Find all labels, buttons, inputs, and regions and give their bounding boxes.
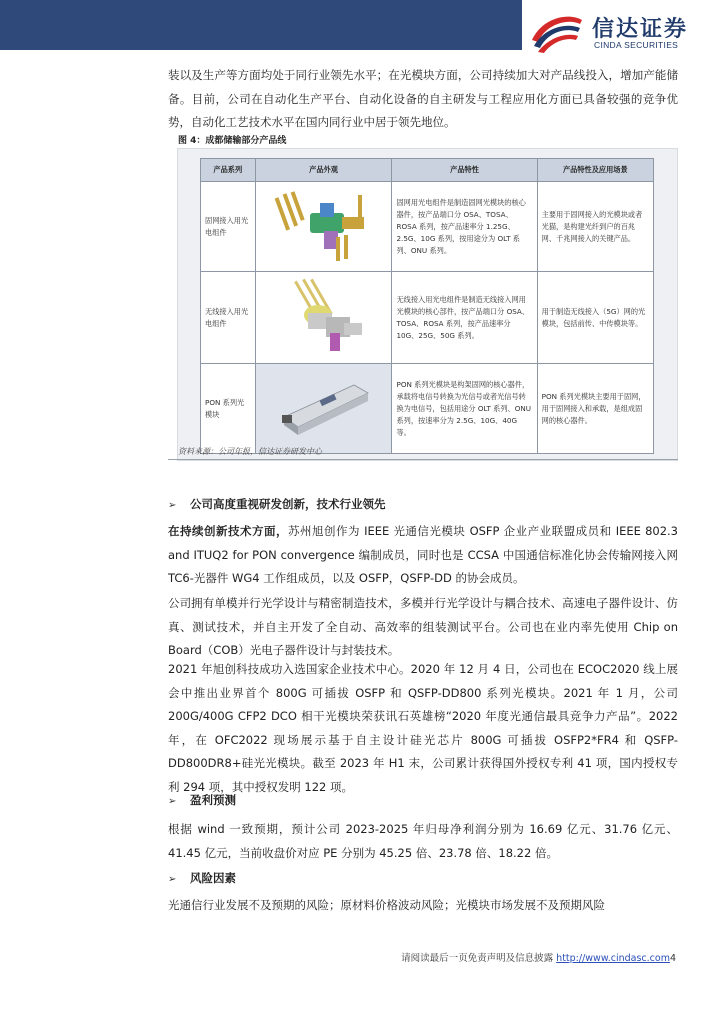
arrow-bullet-icon: ➢ bbox=[168, 796, 177, 807]
source-divider bbox=[168, 459, 678, 460]
rd-body-text: 苏州旭创作为 IEEE 光通信光模块 OSFP 企业产业联盟成员和 IEEE 802.3 and ITUQ2 for PON convergence 编制成员，同时也是 CCSA 中国通信标准化协会传输网接入网 TC6-光器件 WG4 工作组成员，以及 OSFP，QSFP-DD 的协会成员。 bbox=[168, 524, 678, 585]
column-header: 产品特性及应用场景 bbox=[537, 159, 653, 182]
cinda-logo-icon bbox=[528, 10, 586, 54]
logo-english-name: CINDA SECURITIES bbox=[594, 40, 679, 50]
product-series: 无线接入用光电组件 bbox=[201, 272, 256, 364]
intro-block bbox=[168, 64, 678, 135]
rd-paragraph-2-block bbox=[168, 592, 678, 663]
column-header: 产品外观 bbox=[255, 159, 392, 182]
table-row bbox=[201, 272, 654, 364]
column-header: 产品特性 bbox=[392, 159, 537, 182]
wireless-component-icon bbox=[264, 273, 384, 359]
pon-transceiver-icon bbox=[264, 367, 384, 447]
product-features: 无线接入用光电组件是制造无线接入网用光模块的核心部件，按产品端口分 OSA、TOSA、ROSA 系列，按产品速率分 10G、25G、50G 系列。 bbox=[392, 272, 537, 364]
forecast-block bbox=[168, 818, 678, 865]
risk-block bbox=[168, 894, 678, 918]
section-heading-forecast bbox=[168, 792, 236, 808]
rd-paragraph-1 bbox=[168, 520, 678, 591]
forecast-paragraph: 根据 wind 一致预期，预计公司 2023-2025 年归母净利润分别为 16.69 亿元、31.76 亿元、41.45 亿元，当前收盘价对应 PE 分别为 45.25 倍、23.78 倍、18.22 倍。 bbox=[168, 822, 678, 860]
risk-paragraph: 光通信行业发展不及预期的风险；原材料价格波动风险；光模块市场发展不及预期风险 bbox=[168, 898, 605, 912]
product-image-cell bbox=[255, 272, 392, 364]
logo-chinese-name: 信达证券 bbox=[592, 17, 689, 42]
section-title: 盈利预测 bbox=[190, 793, 236, 807]
table-row bbox=[201, 364, 654, 454]
section-title: 公司高度重视研发创新，技术行业领先 bbox=[190, 497, 386, 511]
footer-disclaimer: 请阅读最后一页免责声明及信息披露 bbox=[401, 953, 554, 964]
figure-source: 资料来源：公司年报，信达证券研发中心 bbox=[178, 447, 322, 456]
company-logo bbox=[528, 10, 718, 54]
section-title: 风险因素 bbox=[190, 871, 236, 885]
section-heading-rd bbox=[168, 496, 386, 512]
rd-paragraph-3-block bbox=[168, 658, 678, 799]
page-footer bbox=[401, 950, 676, 964]
rd-lead-text: 在持续创新技术方面， bbox=[168, 524, 288, 538]
product-features: 固网用光电组件是制造固网光模块的核心器件，按产品端口分 OSA、TOSA、ROSA 系列，按产品速率分 1.25G、2.5G、10G 系列，按用途分为 OLT 系列、ONU 系列。 bbox=[392, 182, 537, 272]
column-header: 产品系列 bbox=[201, 159, 256, 182]
product-image-cell bbox=[255, 364, 392, 454]
rd-paragraph-3: 2021 年旭创科技成功入选国家企业技术中心。2020 年 12 月 4 日，公司也在 ECOC2020 线上展会中推出业界首个 800G 可插拔 OSFP 和 QSFP-DD800 系列光模块。2021 年 1 月，公司 200G/400G CFP2 DCO 相干光模块荣获讯石英雄榜“2020 年度光通信最具竞争力产品”。2022 年，在 OFC2022 现场展示基于自主设计硅光芯片 800G 可插拔 OSFP2*FR4 和 QSFP-DD800DR8+硅光光模块。截至 2023 年 H1 末，公司累计获得国外授权专利 41 项，国内授权专利 294 项，其中授权发明 122 项。 bbox=[168, 662, 678, 794]
section-heading-risk bbox=[168, 870, 236, 886]
table-header-row bbox=[201, 159, 654, 182]
arrow-bullet-icon: ➢ bbox=[168, 500, 177, 511]
product-image-cell bbox=[255, 182, 392, 272]
footer-link[interactable]: http://www.cindasc.com bbox=[556, 953, 670, 964]
arrow-bullet-icon: ➢ bbox=[168, 874, 177, 885]
product-series: 固网接入用光电组件 bbox=[201, 182, 256, 272]
product-application: 用于制造无线接入（5G）网的光模块，包括前传、中传模块等。 bbox=[537, 272, 653, 364]
rd-paragraph-2: 公司拥有单模并行光学设计与精密制造技术，多模并行光学设计与耦合技术、高速电子器件设计、仿真、测试技术，并自主开发了全自动、高效率的组装测试平台。公司也在业内率先使用 Chip on Board（COB）光电子器件设计与封装技术。 bbox=[168, 596, 678, 657]
figure-title: 图 4：成都储输部分产品线 bbox=[178, 136, 287, 146]
product-series: PON 系列光模块 bbox=[201, 364, 256, 454]
product-application: 主要用于固网接入的光模块或者光猫，是构建光纤到户的百兆网、千兆网接入的关键产品。 bbox=[537, 182, 653, 272]
page-number: 4 bbox=[669, 953, 676, 964]
product-application: PON 系列光模块主要用于固网，用于固网接入和承载，是组成固网的核心器件。 bbox=[537, 364, 653, 454]
product-table bbox=[200, 158, 654, 454]
header-band bbox=[0, 0, 522, 50]
product-features: PON 系列光模块是构架固网的核心器件，承载将电信号转换为光信号或者光信号转换为电信号，包括用途分 OLT 系列、ONU 系列，按速率分为 2.5G、10G、40G 等。 bbox=[392, 364, 537, 454]
optical-component-icon bbox=[264, 183, 384, 267]
table-row bbox=[201, 182, 654, 272]
intro-paragraph: 装以及生产等方面均处于同行业领先水平；在光模块方面，公司持续加大对产品线投入，增加产能储备。目前，公司在自动化生产平台、自动化设备的自主研发与工程应用化方面已具备较强的竞争优势，自动化工艺技术水平在国内同行业中居于领先地位。 bbox=[168, 68, 678, 129]
